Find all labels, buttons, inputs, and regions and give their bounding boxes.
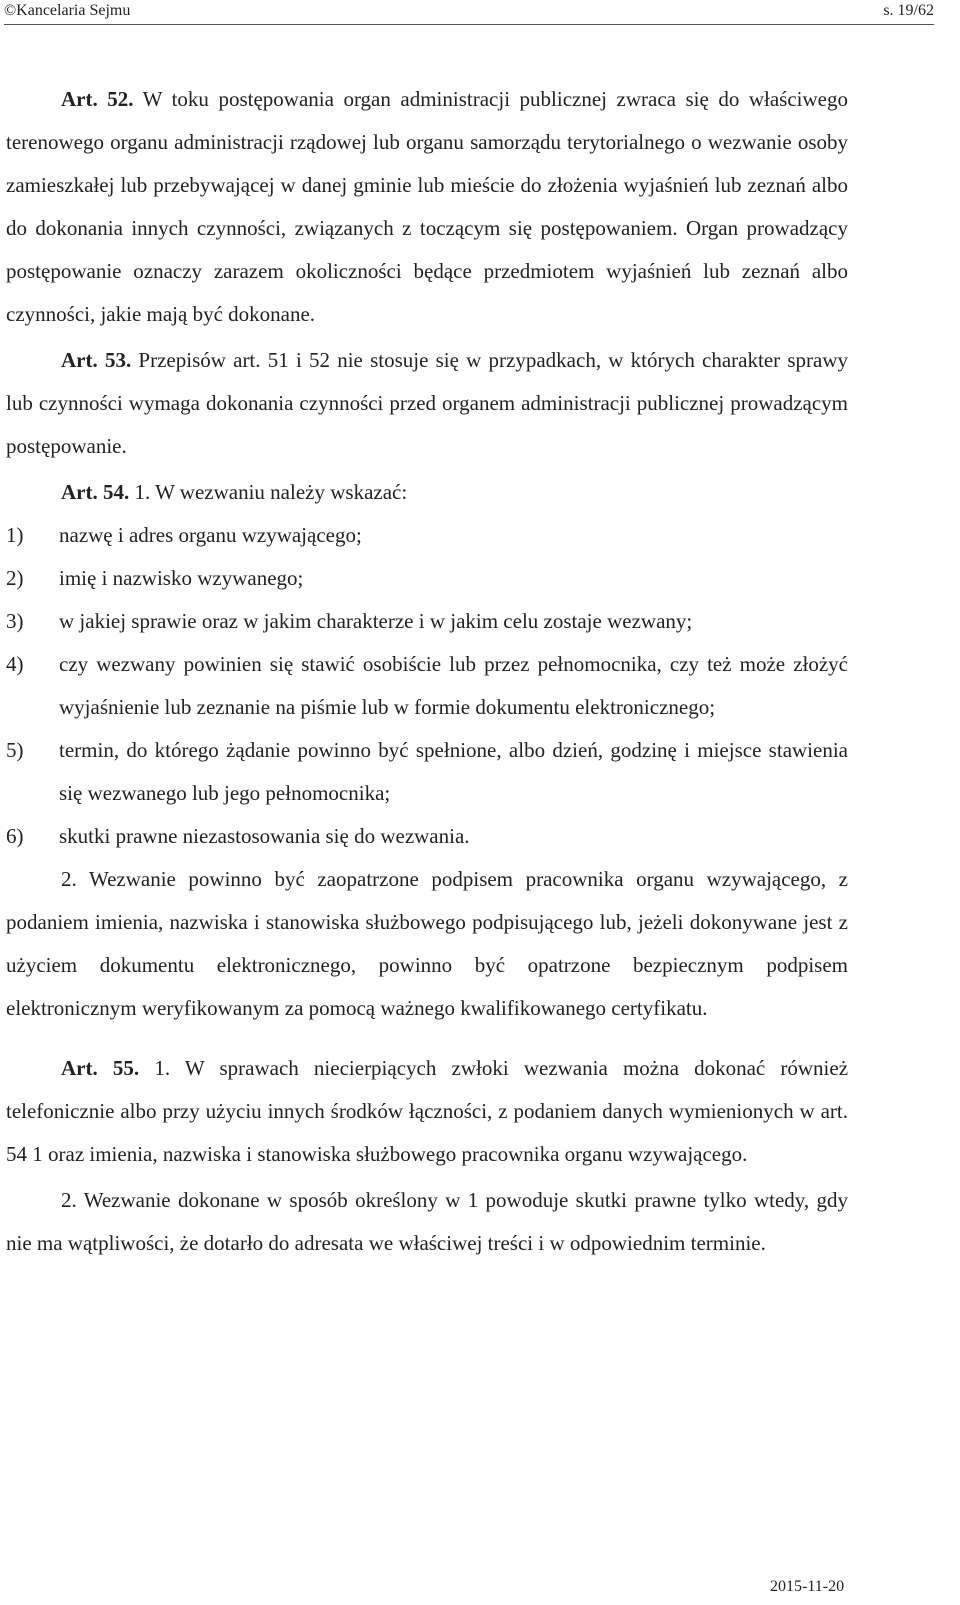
article-55-paragraph-2	[6, 1179, 848, 1265]
paragraph-mark: 1.	[154, 1056, 171, 1080]
paragraph-text: W wezwaniu należy wskazać:	[155, 480, 408, 504]
article-53	[6, 339, 848, 468]
list-item-text: czy wezwany powinien się stawić osobiście lub przez pełnomocnika, czy też może złożyć wyjaśnienie lub zeznanie na piśmie lub w formie dokumentu elektronicznego;	[59, 652, 848, 719]
page-header	[4, 0, 934, 26]
header-divider	[4, 24, 934, 25]
paragraph-mark: 2.	[61, 867, 77, 891]
list-item-text: imię i nazwisko wzywanego;	[59, 566, 304, 590]
list-item-text: w jakiej sprawie oraz w jakim charakterze i w jakim celu zostaje wezwany;	[59, 609, 693, 633]
article-55-paragraph-1	[6, 1047, 848, 1176]
list-item-text: skutki prawne niezastosowania się do wezwania.	[59, 824, 470, 848]
list-item-number: 2)	[6, 566, 24, 590]
list-item	[6, 514, 848, 557]
list-item	[6, 815, 848, 858]
list-item-text: termin, do którego żądanie powinno być spełnione, albo dzień, godzinę i miejsce stawienia się wezwanego lub jego pełnomocnika;	[59, 738, 848, 805]
article-label: Art. 54.	[61, 480, 130, 504]
list-item	[6, 600, 848, 643]
article-54-list	[6, 514, 848, 858]
list-item-number: 5)	[6, 738, 24, 762]
list-item-number: 6)	[6, 824, 24, 848]
list-item	[6, 557, 848, 600]
source-label: ©Kancelaria Sejmu	[4, 2, 131, 19]
list-item-number: 4)	[6, 652, 24, 676]
article-52	[6, 78, 848, 336]
list-item	[6, 729, 848, 815]
article-54-paragraph-2	[6, 858, 848, 1030]
list-item	[6, 643, 848, 729]
article-label: Art. 53.	[61, 348, 132, 372]
paragraph-mark: 2.	[61, 1188, 77, 1212]
list-item-number: 1)	[6, 523, 24, 547]
article-text: Przepisów art. 51 i 52 nie stosuje się w przypadkach, w których charakter sprawy lub czynności wymaga dokonania czynności przed organem administracji publicznej prowadzącym postępowanie.	[6, 348, 848, 458]
paragraph-text: Wezwanie powinno być zaopatrzone podpisem pracownika organu wzywającego, z podaniem imienia, nazwiska i stanowiska służbowego podpisującego lub, jeżeli dokonywane jest z użyciem dokumentu elektronicznego, powinno być opatrzone bezpiecznym podpisem elektronicznym weryfikowanym za pomocą ważnego kwalifikowanego certyfikatu.	[6, 867, 848, 1020]
list-item-number: 3)	[6, 609, 24, 633]
paragraph-text: W sprawach niecierpiących zwłoki wezwania można dokonać również telefonicznie albo przy użyciu innych środków łączności, z podaniem danych wymienionych w art. 54 1 oraz imienia, nazwiska i stanowiska służbowego pracownika organu wzywającego.	[6, 1056, 849, 1166]
article-text: W toku postępowania organ administracji publicznej zwraca się do właściwego terenowego organu administracji rządowej lub organu samorządu terytorialnego o wezwanie osoby zamieszkałej lub przebywającej w danej gminie lub mieście do złożenia wyjaśnień lub zeznań albo do dokonania innych czynności, związanych z toczącym się postępowaniem. Organ prowadzący postępowanie oznaczy zarazem okoliczności będące przedmiotem wyjaśnień lub zeznań albo czynności, jakie mają być dokonane.	[6, 87, 848, 326]
article-label: Art. 55.	[61, 1056, 140, 1080]
article-label: Art. 52.	[61, 87, 134, 111]
document-date: 2015-11-20	[770, 1578, 845, 1595]
document-body	[6, 78, 848, 1265]
page-number: s. 19/62	[883, 2, 934, 19]
paragraph-mark: 1.	[134, 480, 151, 504]
paragraph-text: Wezwanie dokonane w sposób określony w 1 powoduje skutki prawne tylko wtedy, gdy nie ma wątpliwości, że dotarło do adresata we właściwej treści i w odpowiednim terminie.	[6, 1188, 848, 1255]
article-54-paragraph-1	[6, 471, 848, 514]
list-item-text: nazwę i adres organu wzywającego;	[59, 523, 362, 547]
